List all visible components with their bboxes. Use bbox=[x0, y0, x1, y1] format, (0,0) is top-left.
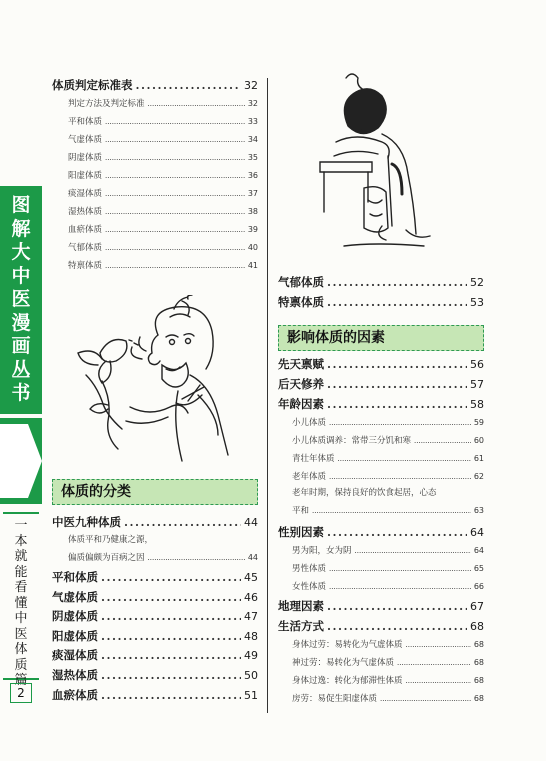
toc-entry-title: 气郁体质 bbox=[68, 243, 103, 253]
toc-entry-page: 68 bbox=[473, 658, 484, 667]
leader-dots bbox=[327, 295, 467, 309]
section-heading-influencing-factors: 影响体质的因素 bbox=[278, 325, 484, 351]
toc-entry-title: 小儿体质 bbox=[292, 418, 327, 428]
series-title-char: 中 bbox=[11, 264, 31, 287]
series-title-char: 医 bbox=[11, 288, 31, 310]
toc-entry-page: 38 bbox=[247, 207, 258, 216]
toc-entry-page: 40 bbox=[247, 243, 258, 252]
leader-dots bbox=[327, 377, 467, 391]
toc-entry[interactable] bbox=[52, 647, 258, 663]
toc-entry-page: 32 bbox=[247, 99, 258, 108]
toc-entry-title: 湿热体质 bbox=[68, 207, 103, 217]
toc-entry-title: 男为阳，女为阴 bbox=[292, 546, 352, 556]
toc-subentry[interactable] bbox=[68, 115, 258, 127]
leader-dots bbox=[101, 648, 241, 662]
toc-entry-page: 34 bbox=[247, 135, 258, 144]
leader-dots bbox=[105, 243, 245, 253]
toc-entry-page: 61 bbox=[473, 454, 484, 463]
toc-entry-page: 68 bbox=[470, 620, 484, 633]
subtitle-char: 篇 bbox=[14, 673, 28, 688]
toc-entry-page: 47 bbox=[244, 610, 258, 624]
toc-entry-title: 气虚体质 bbox=[52, 589, 98, 604]
toc-subentry[interactable] bbox=[292, 580, 484, 592]
toc-entry-title: 小儿体质调养：常带三分饥和寒 bbox=[292, 436, 412, 446]
leader-dots bbox=[105, 225, 245, 235]
toc-entry-title: 平和 bbox=[292, 506, 310, 516]
toc-note: 老年时期，保持良好的饮食起居，心态 bbox=[292, 488, 437, 498]
toc-subentry[interactable] bbox=[68, 241, 258, 253]
toc-entry-title: 气郁体质 bbox=[278, 275, 324, 289]
toc-entry-title: 阳虚体质 bbox=[52, 628, 98, 643]
leader-dots bbox=[312, 506, 471, 516]
toc-entry-page: 48 bbox=[244, 629, 258, 643]
leader-dots bbox=[105, 189, 245, 199]
toc-entry-title: 老年体质 bbox=[292, 472, 327, 482]
toc-entry-page: 62 bbox=[473, 472, 484, 481]
toc-entry-page: 46 bbox=[244, 590, 258, 604]
toc-subentry[interactable] bbox=[68, 97, 258, 109]
arrow-tab bbox=[0, 418, 42, 504]
leader-dots bbox=[327, 357, 467, 371]
toc-entry-page: 51 bbox=[244, 688, 258, 702]
leader-dots bbox=[101, 668, 241, 682]
toc-entry-title: 身体过逸：转化为郁滞性体质 bbox=[292, 676, 403, 686]
series-title-char: 解 bbox=[11, 217, 31, 240]
leader-dots bbox=[329, 582, 471, 592]
toc-entry-page: 37 bbox=[247, 189, 258, 198]
toc-entry-title: 阴虚体质 bbox=[68, 153, 103, 163]
toc-entry-page: 39 bbox=[247, 225, 258, 234]
sleeping-woman-illustration bbox=[316, 70, 450, 250]
toc-entry-title: 血瘀体质 bbox=[52, 687, 98, 702]
toc-entry-title: 血瘀体质 bbox=[68, 225, 103, 235]
toc-entry-page: 44 bbox=[247, 553, 258, 562]
toc-entry-title: 气虚体质 bbox=[68, 135, 103, 145]
toc-entry-title: 特禀体质 bbox=[68, 261, 103, 271]
leader-dots bbox=[397, 658, 471, 668]
toc-entry[interactable] bbox=[278, 274, 484, 290]
toc-entry-page: 67 bbox=[470, 600, 484, 613]
toc-entry-title: 痰湿体质 bbox=[52, 648, 98, 663]
series-title bbox=[6, 194, 36, 406]
toc-entry[interactable] bbox=[278, 524, 484, 540]
toc-entry-title: 先天禀赋 bbox=[278, 357, 324, 371]
toc-entry-page: 57 bbox=[470, 378, 484, 391]
toc-entry-title: 判定方法及判定标准 bbox=[68, 99, 145, 109]
leader-dots bbox=[406, 640, 471, 650]
leader-dots bbox=[148, 99, 245, 109]
leader-dots bbox=[327, 275, 467, 289]
toc-entry[interactable] bbox=[52, 667, 258, 683]
toc-entry-title: 偏质偏颇为百病之因 bbox=[68, 553, 145, 563]
old-man-flower-illustration bbox=[70, 295, 250, 465]
toc-entry-title: 痰湿体质 bbox=[68, 189, 103, 199]
toc-entry-page: 33 bbox=[247, 117, 258, 126]
page-number: 2 bbox=[10, 683, 32, 703]
toc-entry-title: 湿热体质 bbox=[52, 668, 98, 682]
subtitle-char: 就 bbox=[14, 549, 28, 564]
toc-subentry[interactable] bbox=[292, 638, 484, 650]
leader-dots bbox=[327, 397, 467, 411]
toc-entry[interactable] bbox=[52, 628, 258, 644]
toc-entry-page: 65 bbox=[473, 564, 484, 573]
leader-dots bbox=[355, 546, 471, 556]
leader-dots bbox=[105, 153, 245, 163]
toc-entry-page: 59 bbox=[473, 418, 484, 427]
toc-subentry[interactable] bbox=[68, 133, 258, 145]
leader-dots bbox=[338, 454, 471, 464]
subtitle-char: 能 bbox=[14, 564, 28, 580]
toc-entry[interactable] bbox=[52, 514, 258, 530]
toc-entry-page: 68 bbox=[473, 694, 484, 703]
side-band bbox=[0, 186, 42, 710]
toc-entry[interactable] bbox=[278, 294, 484, 310]
toc-entry[interactable] bbox=[52, 589, 258, 605]
toc-subentry[interactable] bbox=[292, 544, 484, 556]
toc-entry-page: 36 bbox=[247, 171, 258, 180]
toc-entry[interactable] bbox=[278, 598, 484, 614]
leader-dots bbox=[105, 117, 245, 127]
book-subtitle bbox=[9, 518, 33, 689]
book-subtitle-block bbox=[3, 512, 39, 688]
toc-entry-title: 房劳：易促生阳虚体质 bbox=[292, 694, 378, 704]
toc-subentry[interactable] bbox=[68, 205, 258, 217]
toc-entry-page: 44 bbox=[244, 516, 258, 529]
toc-entry[interactable] bbox=[278, 376, 484, 392]
toc-subentry[interactable] bbox=[68, 223, 258, 235]
leader-dots bbox=[406, 676, 471, 686]
section-heading-constitution-types: 体质的分类 bbox=[52, 479, 258, 505]
toc-entry-title: 阴虚体质 bbox=[52, 609, 98, 624]
leader-dots bbox=[327, 599, 467, 613]
subtitle-char: 本 bbox=[14, 533, 28, 549]
toc-entry[interactable] bbox=[52, 569, 258, 585]
toc-entry-page: 68 bbox=[473, 640, 484, 649]
toc-entry-page: 32 bbox=[244, 79, 258, 92]
leader-dots bbox=[329, 472, 471, 482]
toc-entry-title: 地理因素 bbox=[278, 599, 324, 613]
toc-subentry[interactable] bbox=[292, 470, 484, 482]
toc-subentry[interactable] bbox=[68, 151, 258, 163]
toc-subentry[interactable] bbox=[292, 504, 484, 516]
leader-dots bbox=[148, 553, 245, 563]
toc-subentry[interactable] bbox=[68, 259, 258, 271]
series-title-char: 大 bbox=[11, 241, 31, 263]
series-title-char: 图 bbox=[11, 194, 31, 216]
toc-note: 体质平和乃健康之源， bbox=[68, 535, 154, 545]
toc-entry[interactable] bbox=[52, 77, 258, 93]
toc-entry[interactable] bbox=[52, 687, 258, 703]
toc-entry-title: 男性体质 bbox=[292, 564, 327, 574]
toc-subentry[interactable] bbox=[68, 187, 258, 199]
toc-entry-page: 56 bbox=[470, 358, 484, 371]
toc-entry-title: 青壮年体质 bbox=[292, 454, 335, 464]
toc-entry-page: 64 bbox=[470, 526, 484, 539]
toc-entry-title: 平和体质 bbox=[52, 570, 98, 584]
leader-dots bbox=[105, 261, 245, 271]
toc-entry-page: 52 bbox=[470, 276, 484, 289]
toc-subentry[interactable] bbox=[292, 452, 484, 464]
toc-entry-title: 后天修养 bbox=[278, 377, 324, 391]
subtitle-char: 医 bbox=[14, 626, 28, 642]
toc-entry-title: 体质判定标准表 bbox=[52, 78, 133, 92]
leader-dots bbox=[105, 171, 245, 181]
toc-entry-page: 53 bbox=[470, 296, 484, 309]
toc-entry[interactable] bbox=[278, 356, 484, 372]
subtitle-char: 中 bbox=[14, 611, 28, 626]
leader-dots bbox=[329, 418, 471, 428]
series-title-char: 书 bbox=[11, 382, 31, 404]
toc-entry-page: 68 bbox=[473, 676, 484, 685]
series-title-char: 丛 bbox=[11, 358, 31, 381]
toc-subentry[interactable] bbox=[292, 562, 484, 574]
toc-subentry[interactable] bbox=[68, 169, 258, 181]
toc-entry-title: 中医九种体质 bbox=[52, 515, 121, 529]
toc-entry-page: 60 bbox=[473, 436, 484, 445]
leader-dots bbox=[124, 515, 241, 529]
toc-entry-page: 50 bbox=[244, 669, 258, 682]
leader-dots bbox=[329, 564, 471, 574]
toc-entry-title: 阳虚体质 bbox=[68, 171, 103, 181]
toc-subentry[interactable] bbox=[292, 434, 484, 446]
leader-dots bbox=[105, 135, 245, 145]
toc-entry-page: 45 bbox=[244, 571, 258, 584]
leader-dots bbox=[105, 207, 245, 217]
toc-entry-page: 49 bbox=[244, 649, 258, 663]
leader-dots bbox=[101, 688, 241, 702]
toc-entry-page: 35 bbox=[247, 153, 258, 162]
toc-entry[interactable] bbox=[52, 608, 258, 624]
toc-subentry[interactable] bbox=[292, 692, 484, 704]
subtitle-char: 质 bbox=[14, 657, 28, 673]
toc-entry[interactable] bbox=[278, 618, 484, 634]
toc-subentry[interactable] bbox=[68, 551, 258, 563]
subtitle-char: 一 bbox=[14, 518, 28, 533]
toc-entry-page: 63 bbox=[473, 506, 484, 515]
toc-entry-page: 58 bbox=[470, 398, 484, 411]
toc-subentry[interactable] bbox=[292, 674, 484, 686]
leader-dots bbox=[101, 570, 241, 584]
leader-dots bbox=[380, 694, 471, 704]
toc-entry[interactable] bbox=[278, 396, 484, 412]
series-title-char: 画 bbox=[11, 335, 31, 357]
subtitle-char: 体 bbox=[14, 642, 28, 657]
leader-dots bbox=[101, 590, 241, 604]
toc-entry-title: 神过劳：易转化为气虚体质 bbox=[292, 658, 395, 668]
toc-subentry[interactable] bbox=[292, 416, 484, 428]
leader-dots bbox=[414, 436, 471, 446]
subtitle-char: 看 bbox=[14, 580, 28, 595]
toc-subentry[interactable] bbox=[292, 656, 484, 668]
toc-entry-title: 生活方式 bbox=[278, 619, 324, 633]
toc-entry-title: 平和体质 bbox=[68, 117, 103, 127]
leader-dots bbox=[136, 78, 242, 92]
leader-dots bbox=[327, 619, 467, 633]
toc-entry-page: 64 bbox=[473, 546, 484, 555]
toc-entry-title: 特禀体质 bbox=[278, 295, 324, 309]
toc-entry-title: 女性体质 bbox=[292, 582, 327, 592]
toc-entry-title: 年龄因素 bbox=[278, 397, 324, 411]
column-divider bbox=[267, 78, 268, 713]
toc-entry-page: 66 bbox=[473, 582, 484, 591]
leader-dots bbox=[101, 609, 241, 623]
toc-entry-title: 身体过劳：易转化为气虚体质 bbox=[292, 640, 403, 650]
series-title-char: 漫 bbox=[11, 311, 31, 334]
subtitle-char: 懂 bbox=[14, 595, 28, 611]
series-title-block bbox=[0, 186, 42, 414]
toc-entry-page: 41 bbox=[247, 261, 258, 270]
leader-dots bbox=[327, 525, 467, 539]
toc-entry-title: 性别因素 bbox=[278, 525, 324, 539]
leader-dots bbox=[101, 629, 241, 643]
